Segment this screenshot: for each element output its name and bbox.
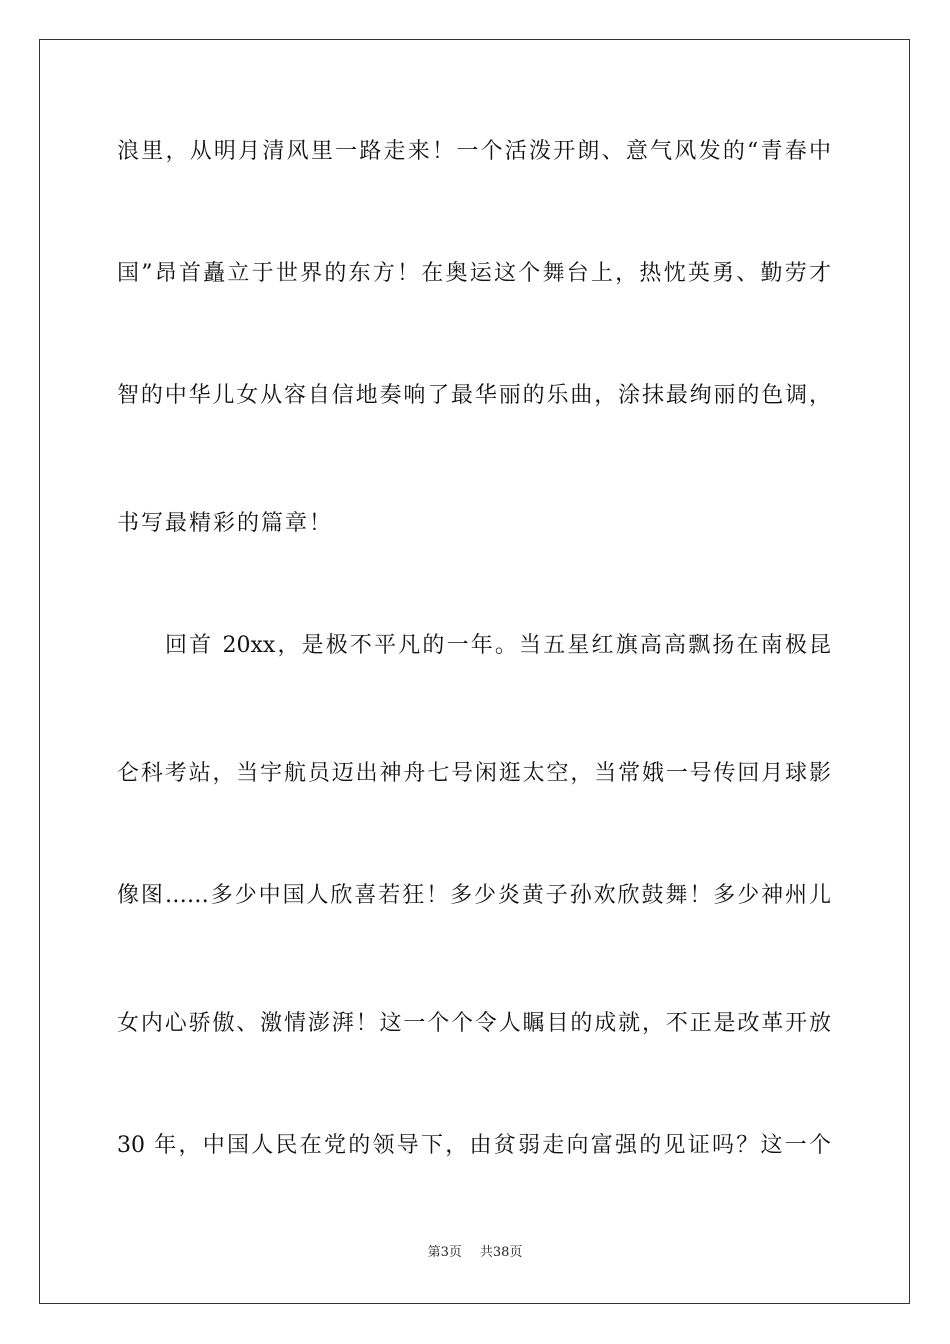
text-line: 30 年，中国人民在党的领导下，由贫弱走向富强的见证吗？这一个 [117, 1133, 831, 1158]
page-number: 第3页 [427, 1245, 462, 1260]
text-line: 仑科考站，当宇航员迈出神舟七号闲逛太空，当常娥一号传回月球影 [117, 761, 831, 786]
text-line: 浪里，从明月清风里一路走来！一个活泼开朗、意气风发的“青春中 [117, 139, 831, 164]
page-border [39, 39, 910, 1304]
text-line: 智的中华儿女从容自信地奏响了最华丽的乐曲，涂抹最绚丽的色调， [117, 383, 831, 408]
text-line: 书写最精彩的篇章！ [117, 511, 334, 536]
text-line: 女内心骄傲、激情澎湃！这一个个令人瞩目的成就，不正是改革开放 [117, 1011, 831, 1036]
page-total: 共38页 [479, 1245, 523, 1260]
text-line-indented: 回首 20xx，是极不平凡的一年。当五星红旗高高飘扬在南极昆 [165, 633, 831, 658]
text-line: 国”昂首矗立于世界的东方！在奥运这个舞台上，热忱英勇、勤劳才 [117, 261, 831, 286]
text-line: 像图……多少中国人欣喜若狂！多少炎黄子孙欢欣鼓舞！多少神州儿 [117, 883, 831, 908]
page-footer [0, 1243, 950, 1263]
